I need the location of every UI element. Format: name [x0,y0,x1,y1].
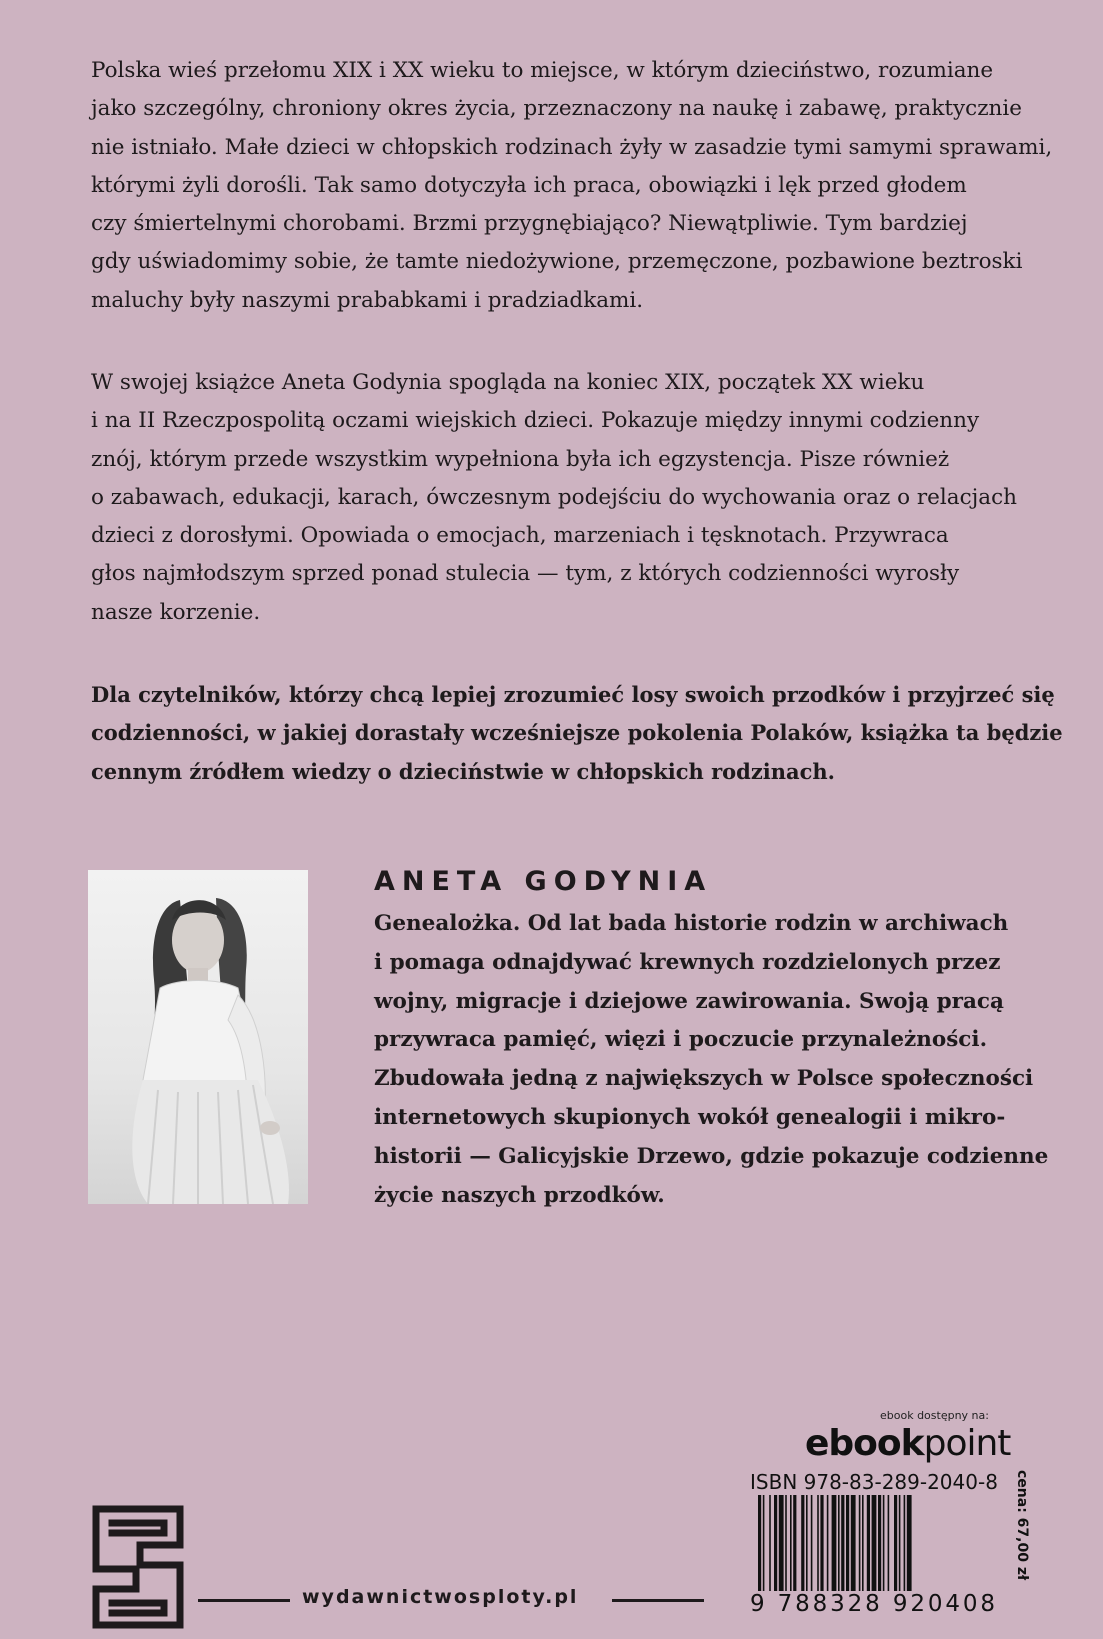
barcode-bar [793,1495,796,1595]
barcode-bar [904,1495,906,1595]
barcode-bar [851,1495,856,1595]
bio-line: internetowych skupionych wokół genealogii i mikro- [374,1104,1006,1130]
barcode-bar [801,1495,804,1595]
barcode-bar [785,1495,787,1595]
ebookpoint-logo-bold: ebook [805,1423,924,1464]
bio-line: życie naszych przodków. [374,1182,665,1208]
barcode-bar [806,1495,808,1595]
description-paragraph-2 [91,364,1026,632]
text-line: głos najmłodszym sprzed ponad stulecia — tym, z których codzienności wyrosły [91,561,960,587]
bio-line: historii — Galicyjskie Drzewo, gdzie pokazuje codzienne [374,1143,1049,1169]
isbn-barcode [750,1495,1000,1615]
bio-line: i pomaga odnajdywać krewnych rozdzielonych przez [374,949,1001,975]
text-line: nie istniało. Małe dzieci w chłopskich rodzinach żyły w zasadzie tymi samymi sprawami, [91,134,1053,160]
barcode-bar [838,1495,840,1595]
bio-line: przywraca pamięć, więzi i poczucie przynależności. [374,1027,988,1053]
text-line: Dla czytelników, którzy chcą lepiej zrozumieć losy swoich przodków i przyjrzeć się [91,682,1055,707]
author-photo [88,870,308,1204]
text-line: i na II Rzeczpospolitą oczami wiejskich dzieci. Pokazuje między innymi codzienny [91,408,980,434]
text-line: codzienności, w jakiej dorastały wcześniejsze pokolenia Polaków, książka ta będzie [91,720,1063,746]
description-paragraph-1 [91,52,1053,320]
barcode-digits: 9 788328 920408 [750,1591,995,1615]
barcode-bar [872,1495,877,1595]
author-portrait-image [88,870,308,1204]
text-line: czy śmiertelnymi chorobami. Brzmi przygnębiająco? Niewątpliwie. Tym bardziej [91,211,968,237]
barcode-bar [827,1495,829,1595]
barcode-bar [769,1495,771,1595]
barcode-bar [779,1495,784,1595]
publisher-website: wydawnictwosploty.pl [302,1586,579,1608]
divider-left [198,1599,290,1602]
text-line: nasze korzenie. [91,599,261,625]
barcode-bar [867,1495,870,1595]
text-line: jako szczególny, chroniony okres życia, przeznaczony na naukę i zabawę, praktycznie [91,96,1022,122]
divider-right [612,1599,704,1602]
author-name: ANETA GODYNIA [374,866,713,897]
barcode-bar [862,1495,864,1595]
description-paragraph-3 [91,676,1063,791]
barcode-bar [859,1495,861,1595]
barcode-bar [774,1495,777,1595]
price-label: cena: 67,00 zł [1014,1470,1030,1581]
bio-line: Genealożka. Od lat bada historie rodzin w archiwach [374,911,1009,936]
text-line: o zabawach, edukacji, karach, ówczesnym podejściu do wychowania oraz o relacjach [91,484,1018,510]
text-line: gdy uświadomimy sobie, że tamte niedożywione, przemęczone, pozbawione beztroski [91,249,1023,275]
text-line: którymi żyli dorośli. Tak samo dotyczyła ich praca, obowiązki i lęk przed głodem [91,172,967,198]
barcode-bar [878,1495,881,1595]
text-line: W swojej książce Aneta Godynia spogląda na koniec XIX, początek XX wieku [91,370,925,395]
barcode-bar [790,1495,792,1595]
barcode-bar [899,1495,901,1595]
ebookpoint-logo-light: point [923,1423,1011,1464]
text-line: dzieci z dorosłymi. Opowiada o emocjach, marzeniach i tęsknotach. Przywraca [91,523,949,549]
barcode-bar [883,1495,885,1595]
barcode-bars [758,1495,912,1595]
barcode-bar [841,1495,844,1595]
barcode-bar [758,1495,761,1595]
barcode-bar [832,1495,837,1595]
ebookpoint-logo [805,1423,1010,1464]
text-line: maluchy były naszymi prababkami i pradziadkami. [91,287,644,313]
barcode-bar [811,1495,813,1595]
barcode-bar [817,1495,819,1595]
barcode-bar [894,1495,897,1595]
bio-line: Zbudowała jedną z największych w Polsce społeczności [374,1066,1034,1092]
barcode-bar [763,1495,765,1595]
author-bio [374,905,1049,1215]
sploty-logo [90,1505,186,1629]
text-line: znój, którym przede wszystkim wypełniona była ich egzystencja. Pisze również [91,446,950,472]
barcode-bar [846,1495,849,1595]
text-line: Polska wieś przełomu XIX i XX wieku to miejsce, w którym dzieciństwo, rozumiane [91,58,994,83]
barcode-bar [888,1495,890,1595]
ebook-available-label: ebook dostępny na: [880,1409,989,1422]
isbn-label: ISBN 978-83-289-2040-8 [750,1470,998,1494]
barcode-bar [820,1495,823,1595]
barcode-bar [907,1495,912,1595]
text-line: cennym źródłem wiedzy o dzieciństwie w chłopskich rodzinach. [91,758,835,784]
bio-line: wojny, migracje i dziejowe zawirowania. Swoją pracą [374,988,1004,1014]
